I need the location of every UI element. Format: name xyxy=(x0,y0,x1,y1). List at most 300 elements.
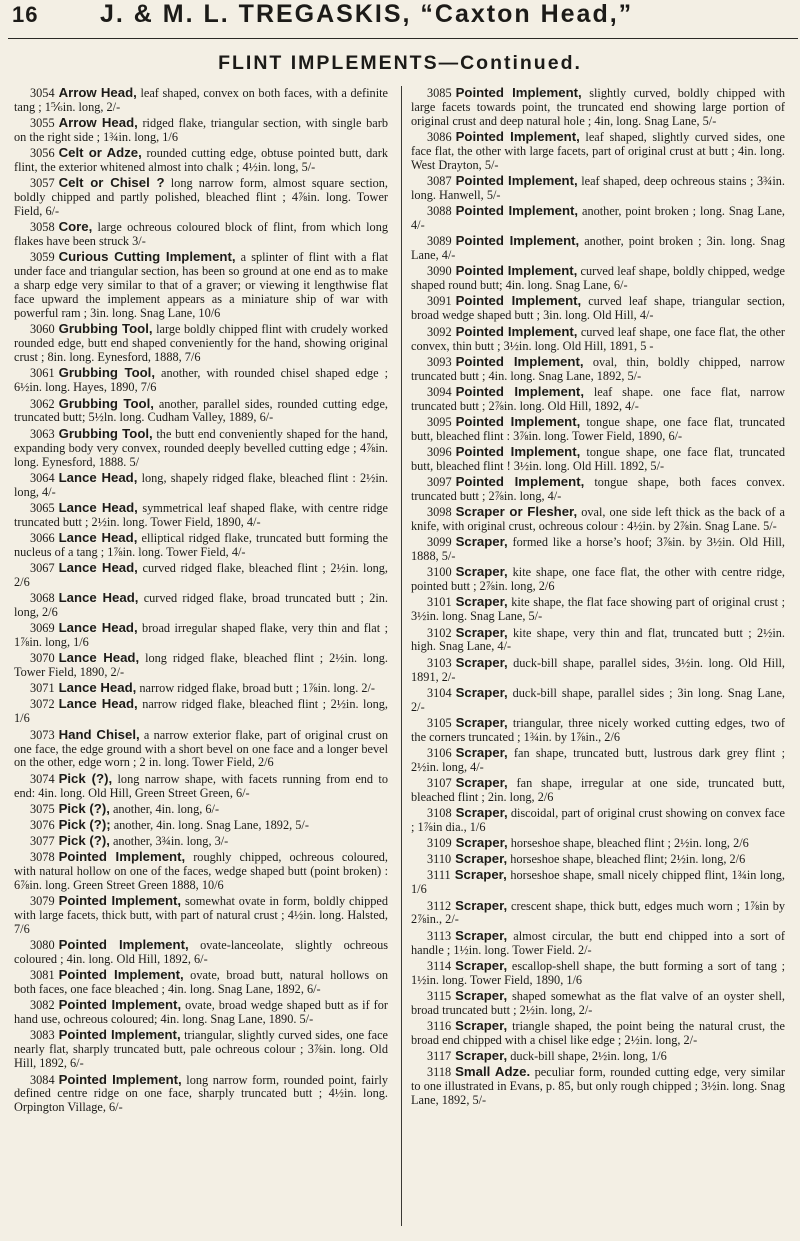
catalogue-entry xyxy=(411,86,785,129)
entry-number: 3074 xyxy=(30,771,55,786)
entry-name: Pointed Implement, xyxy=(455,203,579,219)
entry-price: 2/- xyxy=(361,681,376,696)
entry-number: 3113 xyxy=(427,928,452,943)
entry-price: 6/- xyxy=(205,801,220,816)
entry-name: Scraper, xyxy=(455,1017,508,1033)
entry-description: leaf shaped, slightly curved sides, one face flat, the other with large facets, part of original crust at butt ; 4in. long. West Drayton, xyxy=(411,130,785,172)
catalogue-entry xyxy=(14,998,388,1027)
entry-number: 3060 xyxy=(30,322,55,337)
catalogue-entry xyxy=(14,531,388,560)
entry-price: 2/6 xyxy=(537,789,554,804)
entry-price: 4/- xyxy=(246,514,261,529)
entry-price: 5/- xyxy=(627,368,642,383)
catalogue-entry xyxy=(411,716,785,745)
catalogue-entry xyxy=(411,385,785,414)
entry-description: leaf shaped, deep ochreous stains ; 3¾in. long. Hanwell, xyxy=(411,174,785,203)
entry-price: 1/6 xyxy=(411,882,427,897)
catalogue-entry xyxy=(411,415,785,444)
entry-price: 2/- xyxy=(445,912,459,927)
entry-price: 1/6 xyxy=(469,820,486,835)
entry-name: Celt or Adze, xyxy=(58,145,142,161)
entry-number: 3096 xyxy=(427,444,452,459)
entry-description: horseshoe shape, bleached flint ; 2½in. long, xyxy=(510,836,730,851)
entry-price: 5/- xyxy=(301,160,316,175)
catalogue-entry xyxy=(14,366,388,395)
catalogue-entry xyxy=(411,505,785,534)
entry-description: kite shape, the flat face showing part of original crust ; 3½in. long. Snag Lane, xyxy=(411,595,785,624)
entry-name: Pointed Implement, xyxy=(455,293,582,309)
entry-description: tongue shape, one face flat, truncated butt, bleached flint ! 3½in. long. Old Hill. 1892, xyxy=(411,444,785,473)
entry-name: Pointed Implement, xyxy=(455,173,578,189)
catalogue-entry xyxy=(411,899,785,928)
catalogue-entry xyxy=(411,852,785,867)
catalogue-entry xyxy=(14,427,388,470)
entry-number: 3112 xyxy=(427,898,452,913)
entry-price: 4/- xyxy=(411,218,425,233)
entry-name: Lance Head, xyxy=(58,680,137,696)
entry-name: Scraper, xyxy=(455,714,508,730)
entry-description: oval, thin, boldly chipped, narrow truncated butt ; 4in. long. Snag Lane, 1892, xyxy=(411,354,785,383)
entry-number: 3107 xyxy=(427,775,452,790)
catalogue-entry xyxy=(14,1028,388,1071)
entry-description: a narrow exterior flake, part of original crust on one face, the edge ground with a short bevel on one face and a longer bevel on the other, edge worn ; 2 in. long. Tower Field, xyxy=(14,727,388,770)
entry-description: tongue shape, both faces convex. truncated butt ; 2⅞in. long, xyxy=(411,475,785,503)
entry-price: 2/- xyxy=(577,942,592,957)
catalogue-entry xyxy=(14,772,388,801)
entry-price: 7/6 xyxy=(140,380,157,395)
entry-description: another, 4in. long, xyxy=(112,801,203,816)
entry-number: 3065 xyxy=(30,500,55,515)
entry-price: 5/- xyxy=(441,549,456,564)
entry-price: 6/- xyxy=(235,785,250,800)
catalogue-entry xyxy=(411,686,785,715)
entry-number: 3092 xyxy=(427,324,452,339)
entry-name: Pointed Implement, xyxy=(455,443,581,459)
entry-name: Scraper, xyxy=(455,564,508,580)
entry-number: 3064 xyxy=(30,470,55,485)
entry-name: Pick (?), xyxy=(58,800,110,816)
entry-name: Pointed Implement, xyxy=(58,967,184,983)
entry-name: Arrow Head, xyxy=(58,115,138,131)
entry-name: Pointed Implement, xyxy=(455,233,580,249)
entry-name: Lance Head, xyxy=(58,620,138,636)
entry-number: 3062 xyxy=(30,396,55,411)
entry-name: Scraper, xyxy=(455,835,508,851)
entry-number: 3056 xyxy=(30,146,55,161)
entry-description: roughly chipped, ochreous coloured, with natural hollow on one of the faces, wedge shaped butt (point broken) : 6⅞in. long. Green Street Green 1888, xyxy=(14,850,388,893)
entry-number: 3079 xyxy=(30,894,55,909)
entry-price: 6/- xyxy=(613,278,628,293)
entry-description: somewhat ovate in form, boldly chipped with large facets, thick butt, with part of natural crust ; 4½in. long. Halsted, xyxy=(14,894,388,923)
entry-name: Scraper, xyxy=(455,851,508,867)
entry-name: Scraper or Flesher, xyxy=(455,504,578,520)
page-number: 16 xyxy=(12,2,39,27)
entry-description: kite shape, very thin and flat, truncated butt ; 2½in. high. Snag Lane, xyxy=(411,625,785,654)
catalogue-entry xyxy=(411,294,785,323)
entry-price: 3/- xyxy=(214,833,229,848)
entry-price: 4/- xyxy=(625,398,639,413)
entry-price: 2/6 xyxy=(729,852,746,867)
entry-name: Pointed Implement, xyxy=(58,893,182,909)
entry-number: 3115 xyxy=(427,988,452,1003)
entry-description: another, parallel sides, rounded cutting edge, truncated butt; 5½ln. long. Cudham Valley, 1889, xyxy=(14,396,388,425)
entry-price: 5/- xyxy=(484,157,499,172)
catalogue-entry xyxy=(14,397,388,426)
catalogue-entry xyxy=(411,746,785,775)
entry-price: 5/- xyxy=(295,817,309,832)
entry-name: Scraper, xyxy=(455,774,508,790)
entry-description: curved leaf shape, boldly chipped, wedge shaped round butt; 4in. long. Snag Lane, xyxy=(411,264,785,293)
entry-price: 2/6 xyxy=(257,755,274,770)
entry-name: Pointed Implement, xyxy=(455,413,581,429)
catalogue-entry xyxy=(14,176,388,219)
entry-name: Grubbing Tool, xyxy=(58,365,156,381)
entry-description: kite shape, one face flat, the other with centre ridge, pointed butt ; 2⅞in. long, xyxy=(411,565,786,594)
entry-description: long narrow shape, with facets running from end to end: 4in. long. Old Hill, Green Street Green, xyxy=(14,771,388,800)
entry-name: Pointed Implement, xyxy=(58,1027,181,1043)
entry-price: 2/6 xyxy=(42,604,58,619)
entry-price: 2/6 xyxy=(604,729,621,744)
entry-number: 3090 xyxy=(427,264,452,279)
entry-price: 2/6 xyxy=(733,836,749,851)
catalogue-entry xyxy=(14,850,388,893)
entry-name: Scraper, xyxy=(455,744,508,760)
entry-number: 3063 xyxy=(30,426,55,441)
catalogue-entry xyxy=(14,938,388,967)
entry-name: Pick (?), xyxy=(58,832,110,848)
entry-number: 3084 xyxy=(30,1072,55,1087)
entry-description: peculiar form, rounded cutting edge, very similar to one illustrated in Evans, p. 85, but only rough chipped ; 3½in. long. Snag Lane, 1892, xyxy=(411,1065,785,1108)
entry-number: 3086 xyxy=(427,130,452,145)
entry-price: 10/6 xyxy=(198,306,221,321)
entry-description: large boldly chipped flint with crudely worked rounded edge, butt end shaped conveniently for the hand, showing original crust ; 8in. long. Eynesford, 1888, xyxy=(14,322,388,365)
entry-price: 2/- xyxy=(106,99,121,114)
entry-price: 4/- xyxy=(231,544,246,559)
entry-description: another, with rounded chisel shaped edge ; 6½in. long. Hayes, 1890, xyxy=(14,366,389,395)
catalogue-entry xyxy=(14,818,388,833)
entry-number: 3102 xyxy=(427,625,452,640)
entry-name: Grubbing Tool, xyxy=(58,425,153,441)
entry-name: Pick (?); xyxy=(58,816,111,832)
entry-name: Pointed Implement, xyxy=(455,323,578,339)
entry-number: 3075 xyxy=(30,801,55,816)
entry-description: shaped somewhat as the flat valve of an oyster shell, broad truncated butt ; 2½in. long, xyxy=(411,988,785,1017)
entry-price: 6/- xyxy=(70,1056,84,1071)
entry-description: long narrow form, almost square section, boldly chipped and partly polished, bleached flint ; 4⅞in. long. Tower Field, xyxy=(14,176,388,219)
entry-number: 3082 xyxy=(30,998,55,1013)
running-head: J. & M. L. TREGASKIS, “Caxton Head,” xyxy=(100,0,634,28)
entry-description: triangular, three nicely worked cutting edges, two of the corners truncated ; 1¾in. by 1⅞in., xyxy=(411,715,785,744)
entry-price: 7/6 xyxy=(184,350,201,365)
entry-name: Scraper, xyxy=(455,624,508,640)
entry-name: Scraper, xyxy=(455,534,508,550)
entry-name: Scraper, xyxy=(455,654,508,670)
entry-name: Scraper, xyxy=(455,594,508,610)
entry-number: 3078 xyxy=(30,850,55,865)
catalogue-entry xyxy=(411,656,785,685)
catalogue-entry xyxy=(411,1065,785,1108)
entry-name: Lance Head, xyxy=(58,696,138,712)
section-title: FLINT IMPLEMENTS—Continued. xyxy=(218,52,582,74)
entry-name: Small Adze. xyxy=(455,1064,531,1080)
entry-price: 1/6 xyxy=(14,711,30,726)
entry-price: 7/6 xyxy=(14,922,30,937)
entry-number: 3077 xyxy=(30,833,55,848)
entry-price: 2/- xyxy=(411,699,425,714)
catalogue-entry xyxy=(411,595,785,624)
catalogue-entry xyxy=(411,806,785,835)
entry-name: Lance Head, xyxy=(58,529,138,545)
entry-name: Core, xyxy=(58,219,93,235)
entry-number: 3085 xyxy=(427,86,452,100)
entry-description: another, 4in. long. Snag Lane, 1892, xyxy=(113,817,293,832)
entry-name: Lance Head, xyxy=(58,469,138,485)
entry-number: 3073 xyxy=(30,727,55,742)
catalogue-entry xyxy=(14,471,388,500)
entry-description: fan shape, truncated butt, lustrous dark grey flint ; 2½in. long, xyxy=(411,745,785,774)
catalogue-entry xyxy=(411,204,785,233)
entry-price: 5/- xyxy=(650,458,665,473)
entry-description: narrow ridged flake, broad butt ; 1⅞in. long. xyxy=(139,681,359,696)
entry-description: triangular, slightly curved sides, one face nearly flat, sharply truncated butt, pale ochreous colour ; 3⅞in. long. Old Hill, 1892, xyxy=(14,1028,388,1071)
catalogue-entry xyxy=(14,697,388,726)
entry-name: Curious Cutting Implement, xyxy=(58,249,236,265)
entry-description: leaf shape. one face flat, narrow truncated butt ; 2⅞in. long. Old Hill, 1892, xyxy=(411,384,785,413)
entry-description: narrow ridged flake, bleached flint ; 2½in. long, xyxy=(142,697,388,712)
entry-name: Pointed Implement, xyxy=(58,937,189,953)
entry-price: 2/6 xyxy=(14,574,30,589)
entry-number: 3091 xyxy=(427,294,452,309)
catalogue-entry xyxy=(411,445,785,474)
entry-price: 4/- xyxy=(42,484,56,499)
entry-description: curved leaf shape, triangular section, broad wedge shaped butt ; 3in. long. Old Hill, xyxy=(411,294,785,323)
entry-number: 3072 xyxy=(30,697,55,712)
entry-description: slightly curved, boldly chipped with large facets towards point, the truncated end showing large portion of original crust and deep natural hole ; 4in, long. Snag Lane, xyxy=(411,86,785,128)
catalogue-entry xyxy=(411,565,785,594)
catalogue-entry xyxy=(14,561,388,590)
entry-description: horseshoe shape, bleached flint; 2½in. long, xyxy=(510,852,727,867)
entry-name: Scraper, xyxy=(455,897,508,913)
entry-number: 3088 xyxy=(427,204,452,219)
entry-price: 1/6 xyxy=(651,1049,667,1063)
entry-number: 3057 xyxy=(30,176,55,191)
entry-number: 3061 xyxy=(30,366,55,381)
catalogue-entry xyxy=(411,264,785,293)
entry-price: 6/- xyxy=(45,204,60,219)
entry-price: 4/- xyxy=(497,639,512,654)
entry-name: Lance Head, xyxy=(58,590,139,606)
entry-number: 3066 xyxy=(30,530,55,545)
entry-description: escallop-shell shape, the butt forming a sort of tang ; 1½in. long. Tower Field, 1890, xyxy=(411,958,786,987)
entry-name: Pick (?), xyxy=(58,770,113,786)
entry-description: crescent shape, thick butt, edges much worn ; 1⅞in by 2⅞in., xyxy=(411,898,785,927)
entry-number: 3103 xyxy=(427,655,452,670)
entry-name: Pointed Implement, xyxy=(58,849,186,865)
catalogue-entry xyxy=(411,1019,785,1048)
entry-number: 3101 xyxy=(427,595,452,610)
entry-price: 1/6 xyxy=(73,635,89,650)
catalogue-entry xyxy=(14,802,388,817)
entry-number: 3098 xyxy=(427,505,452,520)
entry-number: 3093 xyxy=(427,354,452,369)
entry-number: 3076 xyxy=(30,817,55,832)
entry-description: horseshoe shape, small nicely chipped flint, 1¾in long, xyxy=(510,868,785,883)
entry-price: 5/- xyxy=(486,188,501,203)
entry-description: large ochreous coloured block of flint, from which long flakes have been struck xyxy=(14,220,388,249)
entry-description: curved ridged flake, broad truncated butt ; 2in. long, xyxy=(14,591,388,619)
entry-description: another, 3¾in. long, xyxy=(112,833,212,848)
entry-number: 3111 xyxy=(427,868,451,883)
entry-description: tongue shape, one face flat, truncated butt, bleached flint : 3⅞in. long. Tower Field, 1890, xyxy=(411,414,785,443)
entry-number: 3080 xyxy=(30,938,55,953)
entry-number: 3105 xyxy=(427,715,452,730)
entry-number: 3114 xyxy=(427,958,452,973)
entry-number: 3118 xyxy=(427,1065,452,1080)
catalogue-entry xyxy=(14,220,388,249)
entry-number: 3110 xyxy=(427,852,452,867)
entry-number: 3059 xyxy=(30,250,55,265)
entry-number: 3070 xyxy=(30,651,55,666)
entry-name: Grubbing Tool, xyxy=(58,321,153,337)
catalogue-entry xyxy=(14,968,388,997)
entry-name: Scraper, xyxy=(455,927,508,943)
entry-number: 3087 xyxy=(427,174,452,189)
catalogue-entry xyxy=(411,959,785,988)
entry-description: another, point broken ; long. Snag Lane, xyxy=(582,204,785,219)
catalogue-entry xyxy=(14,621,388,650)
entry-price: 2/- xyxy=(683,1032,698,1047)
entry-description: triangle shaped, the point being the natural crust, the broad end chipped with a chisel like edge ; 2½in. long, xyxy=(411,1018,785,1047)
entry-name: Scraper, xyxy=(455,805,508,821)
entry-name: Scraper, xyxy=(455,987,508,1003)
catalogue-entry xyxy=(411,535,785,564)
entry-price: 5/- xyxy=(299,1012,314,1027)
entry-number: 3068 xyxy=(30,591,55,606)
entry-number: 3069 xyxy=(30,621,55,636)
entry-description: a splinter of flint with a flat under face and triangular section, has been so ground at one end as to make a sharp edge very similar to that of a graver; or viewing it lengthwise flat face upward the implement appears as a miniature ship of war with powerful ram ; 3in. long. Snag Lane, xyxy=(14,250,389,321)
entry-name: Pointed Implement, xyxy=(455,474,585,490)
catalogue-entry xyxy=(14,146,388,175)
catalogue-entry xyxy=(411,1049,785,1064)
catalogue-entry xyxy=(411,836,785,851)
catalogue-entry xyxy=(14,1073,388,1116)
entry-number: 3100 xyxy=(427,565,452,580)
entry-price: 4/- xyxy=(470,759,484,774)
catalogue-column-left xyxy=(14,86,388,1117)
entry-description: discoidal, part of original crust showing on convex face ; 1⅞in dia., xyxy=(411,806,785,835)
entry-number: 3071 xyxy=(30,681,55,696)
entry-price: 3/- xyxy=(132,234,146,249)
entry-price: 1/6 xyxy=(566,972,583,987)
entry-description: duck-bill shape, parallel sides ; 3in long. Snag Lane, xyxy=(512,685,785,700)
catalogue-entry xyxy=(411,929,785,958)
entry-number: 3058 xyxy=(30,220,55,235)
entry-name: Lance Head, xyxy=(58,559,138,575)
entry-price: 1/6 xyxy=(162,130,178,145)
entry-name: Scraper, xyxy=(455,957,508,973)
entry-price: 6/- xyxy=(194,952,208,967)
catalogue-entry xyxy=(411,234,785,263)
entry-number: 3089 xyxy=(427,234,452,249)
entry-price: 5/- xyxy=(528,609,543,624)
entry-number: 3081 xyxy=(30,968,55,983)
entry-number: 3094 xyxy=(427,384,452,399)
entry-number: 3104 xyxy=(427,685,452,700)
entry-name: Grubbing Tool, xyxy=(58,395,154,411)
entry-number: 3055 xyxy=(30,116,55,131)
entry-price: 2/- xyxy=(578,1002,593,1017)
entry-description: curved ridged flake, bleached flint ; 2½in. long, xyxy=(142,560,388,575)
entry-price: 6/- xyxy=(109,1100,123,1115)
entry-description: another, point broken ; 3in. long. Snag Lane, xyxy=(411,234,785,263)
entry-name: Celt or Chisel ? xyxy=(58,175,165,191)
entry-price: 6/- xyxy=(259,410,274,425)
catalogue-entry xyxy=(14,591,388,620)
entry-description: ovate-lanceolate, slightly ochreous coloured ; 4in. long. Old Hill, 1892, xyxy=(14,938,388,967)
entry-price: 6/- xyxy=(668,428,683,443)
entry-price: 10/6 xyxy=(201,878,224,893)
catalogue-entry xyxy=(411,475,785,504)
entry-number: 3067 xyxy=(30,560,55,575)
catalogue-entry xyxy=(14,651,388,680)
entry-description: formed like a horse’s hoof; 3⅞in. by 3½in. Old Hill, 1888, xyxy=(411,535,785,564)
catalogue-entry xyxy=(14,250,388,321)
catalogue-entry xyxy=(14,894,388,937)
catalogue-entry xyxy=(14,681,388,696)
catalogue-entry xyxy=(14,116,388,145)
catalogue-entry xyxy=(411,355,785,384)
entry-description: oval, one side left thick as the back of a knife, with original crust, ochreous colour : 4½in. by 2⅞in. Snag Lane. xyxy=(411,505,785,534)
entry-number: 3083 xyxy=(30,1028,55,1043)
entry-number: 3117 xyxy=(427,1049,452,1063)
entry-name: Arrow Head, xyxy=(58,85,137,100)
entry-description: broad irregular shaped flake, very thin and flat ; 1⅞in. long, xyxy=(14,621,388,650)
catalogue-entry xyxy=(411,325,785,354)
entry-description: almost circular, the butt end chipped into a sort of handle ; 1½in. long. Tower Field. xyxy=(411,928,785,957)
entry-description: leaf shaped, convex on both faces, with a definite tang ; 1⅚in. long, xyxy=(14,86,388,114)
entry-description: ovate, broad wedge shaped butt as if for hand use, ochreous coloured; 4in. long. Snag Lane, 1890. xyxy=(14,998,389,1027)
entry-description: the butt end conveniently shaped for the hand, expanding body very convex, rounded deeply bevelled cutting edge ; 4⅞in. long. Eynesford, 1888. xyxy=(14,426,388,469)
entry-description: rounded cutting edge, obtuse pointed butt, dark flint, the exterior whitened almost into chalk ; 4½in. long, xyxy=(14,146,388,175)
entry-price: 5 - xyxy=(640,338,654,353)
entry-description: symmetrical leaf shaped flake, with centre ridge truncated butt ; 2½in. long. Tower Field, 1890, xyxy=(14,500,388,529)
entry-price: 2/6 xyxy=(538,579,555,594)
entry-name: Lance Head, xyxy=(58,650,140,666)
catalogue-entry xyxy=(411,174,785,203)
entry-name: Scraper, xyxy=(454,867,507,883)
entry-name: Scraper, xyxy=(455,1048,508,1063)
entry-price: 2/- xyxy=(441,669,456,684)
entry-number: 3109 xyxy=(427,836,452,851)
entry-name: Pointed Implement, xyxy=(455,383,584,399)
catalogue-entry xyxy=(411,989,785,1018)
entry-description: duck-bill shape, parallel sides, 3½in. long. Old Hill, 1891, xyxy=(411,655,785,684)
entry-price: 4/- xyxy=(639,308,654,323)
entry-description: duck-bill shape, 2½in. long, xyxy=(510,1049,648,1063)
entry-description: long ridged flake, bleached flint ; 2½in. long. Tower Field, 1890, xyxy=(14,651,388,680)
entry-description: curved leaf shape, one face flat, the other convex, thin butt ; 3½in. long. Old Hill, 1891, xyxy=(411,324,785,353)
entry-description: ovate, broad butt, natural hollows on both faces, one face bleached ; 4in. long. Snag Lane, 1892, xyxy=(14,968,388,997)
catalogue-entry xyxy=(14,728,388,771)
catalogue-entry xyxy=(411,776,785,805)
catalogue-entry xyxy=(411,130,785,173)
entry-name: Pointed Implement, xyxy=(455,129,580,145)
entry-number: 3095 xyxy=(427,414,452,429)
page-header xyxy=(0,0,800,44)
entry-price: 4/- xyxy=(547,488,562,503)
catalogue-column-right xyxy=(411,86,785,1109)
entry-description: fan shape, irregular at one side, truncated butt, bleached flint ; 2in. long, xyxy=(411,775,786,804)
